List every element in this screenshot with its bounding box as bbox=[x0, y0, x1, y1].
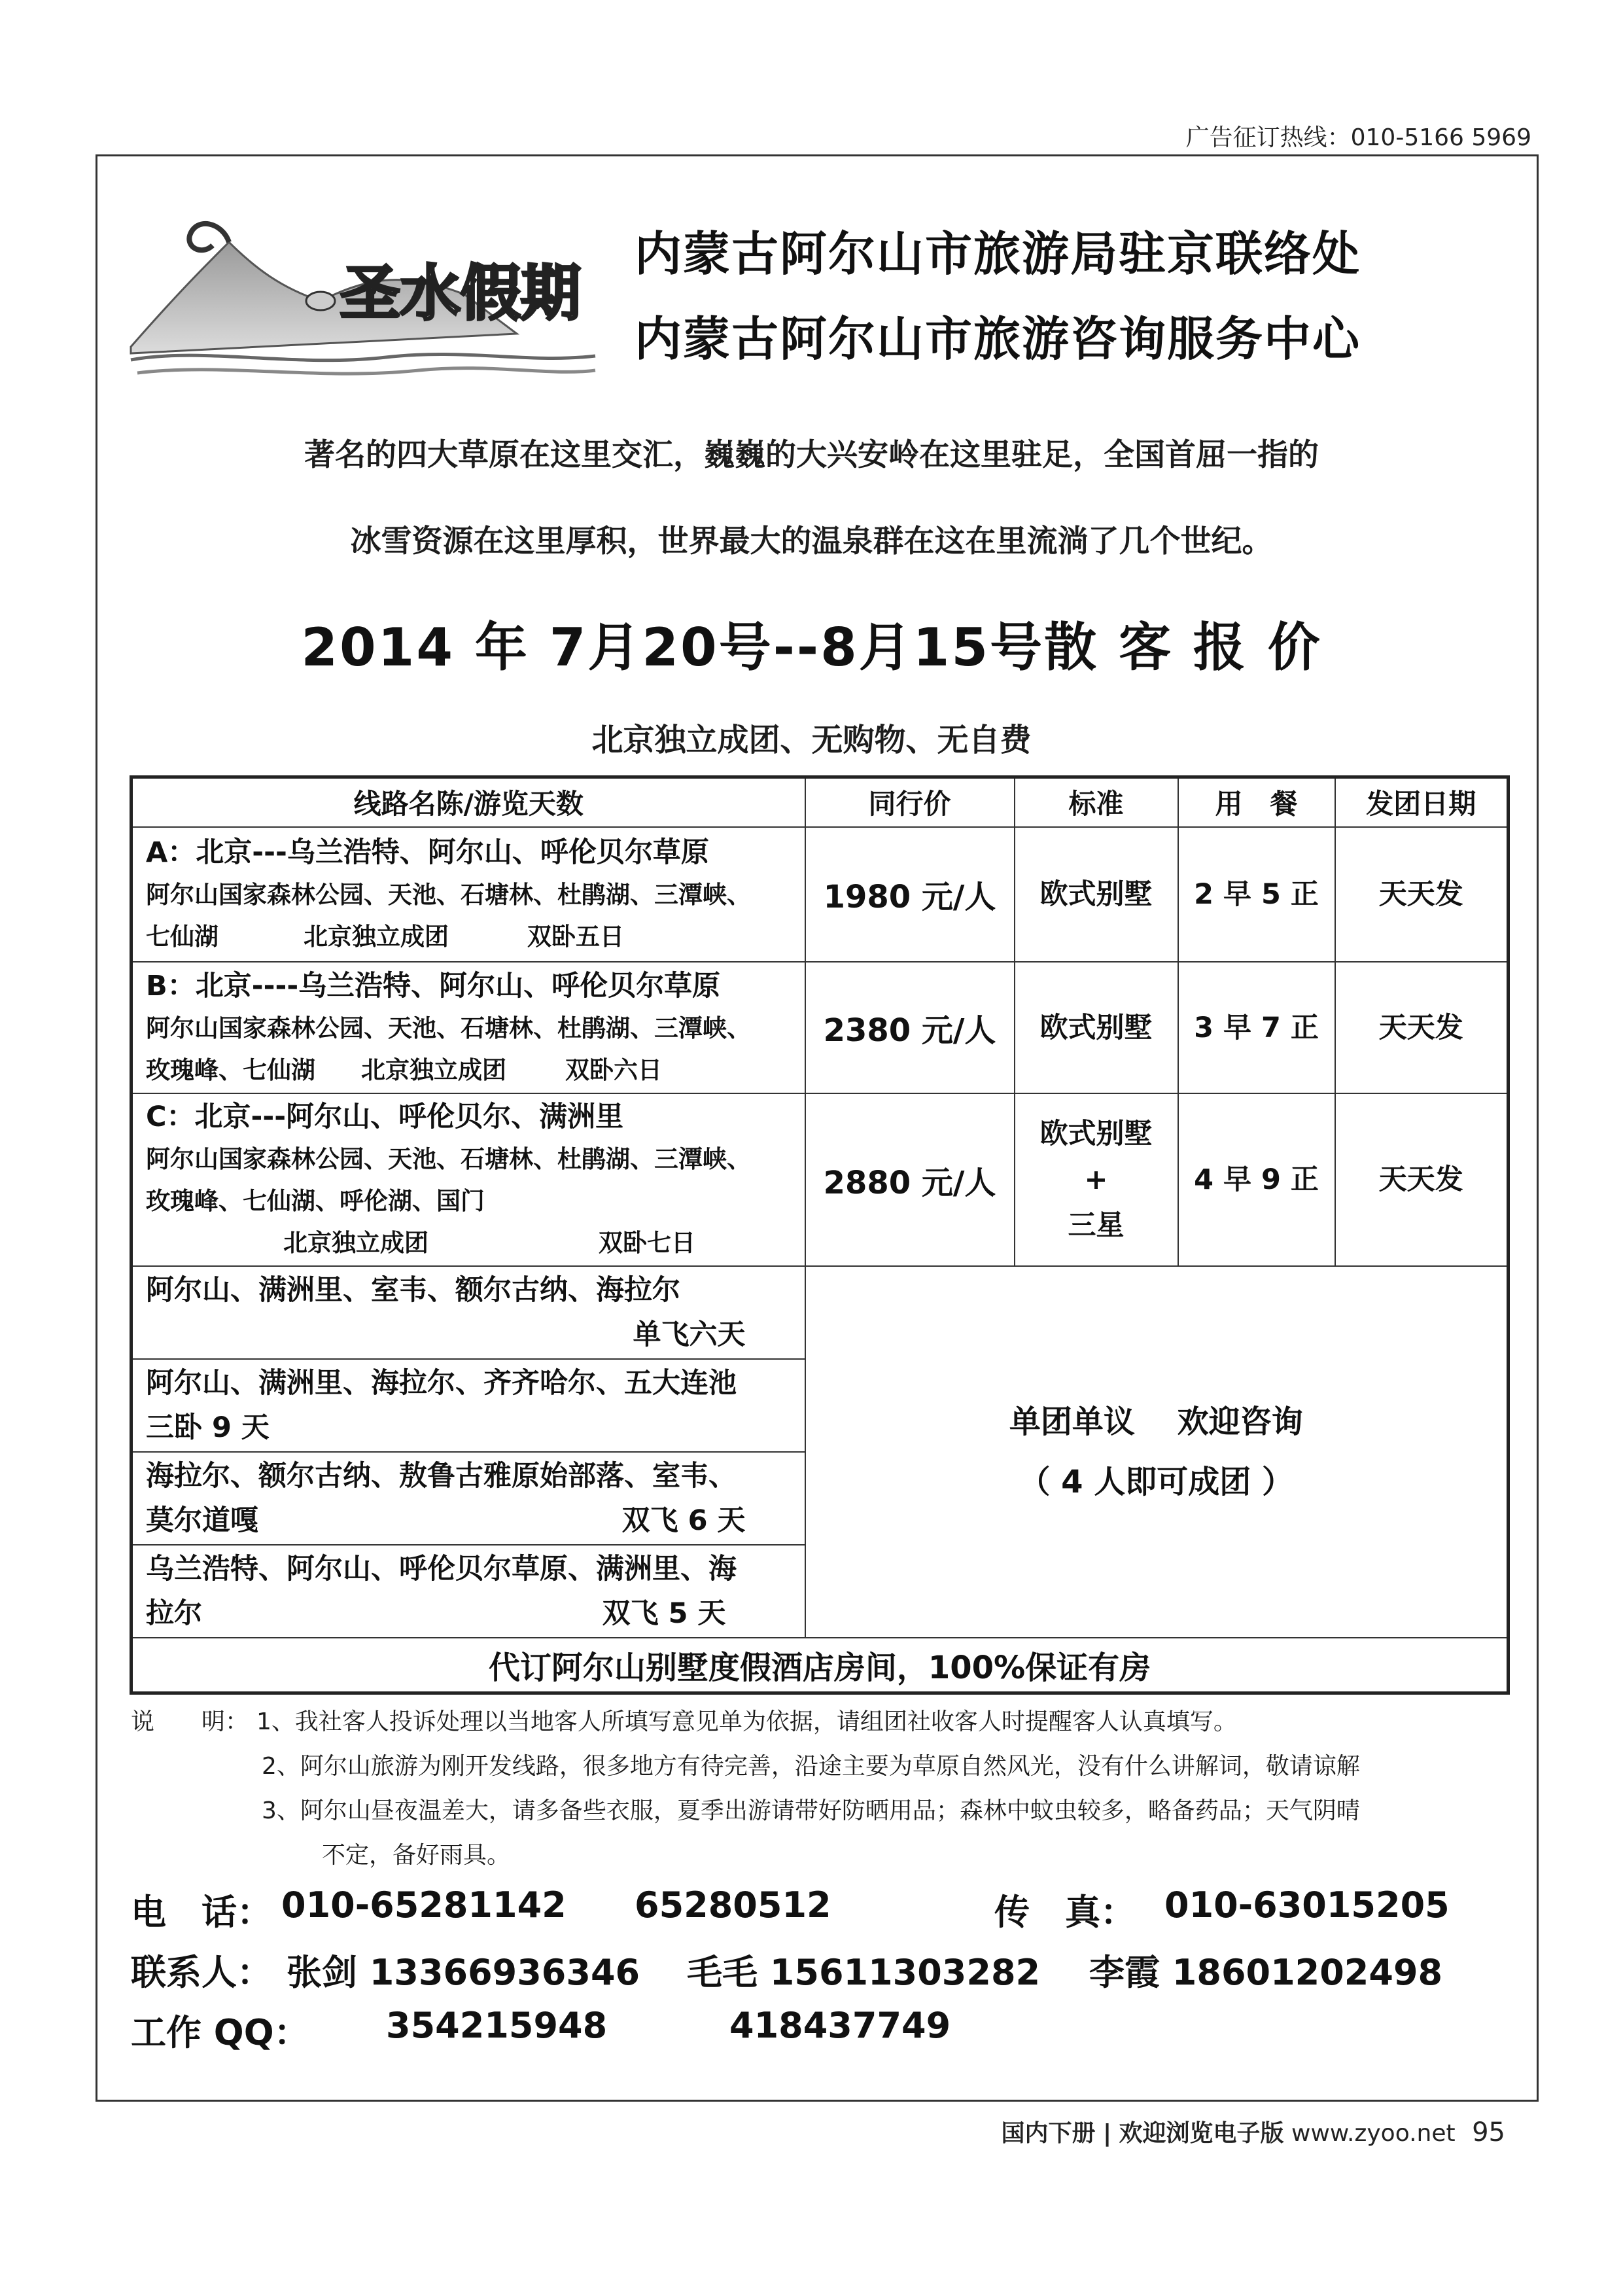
route-c-cell bbox=[131, 1093, 805, 1266]
route-a-title: A：北京---乌兰浩特、阿尔山、呼伦贝尔草原 bbox=[146, 836, 709, 869]
route-c-standard-plus: + bbox=[1084, 1163, 1108, 1197]
note-item-2: 2、阿尔山旅游为刚开发线路，很多地方有待完善，沿途主要为草原自然风光，没有什么讲解词，敬请谅解 bbox=[262, 1753, 1360, 1780]
intro-line-2: 冰雪资源在这里厚积，世界最大的温泉群在这在里流淌了几个世纪。 bbox=[350, 523, 1273, 559]
contact-person-1: 张剑 13366936346 bbox=[287, 1952, 640, 1993]
org-name-line-1: 内蒙古阿尔山市旅游局驻京联络处 bbox=[635, 226, 1361, 281]
route-b-title: B：北京----乌兰浩特、阿尔山、呼伦贝尔草原 bbox=[146, 969, 721, 1002]
route-b-cell bbox=[131, 962, 805, 1093]
consult-line-2: （ 4 人即可成团 ） bbox=[1019, 1464, 1294, 1501]
extra-route-3-line-1: 海拉尔、额尔古纳、敖鲁古雅原始部落、室韦、 bbox=[146, 1460, 737, 1493]
logo-text: 圣水假期 bbox=[340, 258, 582, 328]
note-item-1: 说 明： 1、我社客人投诉处理以当地客人所填写意见单为依据，请组团社收客人时提醒客人认真填写。 bbox=[131, 1700, 1505, 1744]
consult-line-1: 单团单议 欢迎咨询 bbox=[1009, 1404, 1303, 1441]
route-b-meals: 3 早 7 正 bbox=[1178, 962, 1335, 1093]
route-c-sites: 阿尔山国家森林公园、天池、石塘林、杜鹃湖、三潭峡、 bbox=[146, 1145, 751, 1174]
extra-route-1 bbox=[131, 1266, 805, 1359]
table-row bbox=[131, 827, 1509, 962]
route-a-tail: 七仙湖 北京独立成团 双卧五日 bbox=[146, 922, 624, 951]
footer-website: www.zyoo.net bbox=[1291, 2120, 1456, 2147]
qq-label: 工作 QQ： bbox=[131, 2012, 309, 2053]
extra-route-1-line-1: 阿尔山、满洲里、室韦、额尔古纳、海拉尔 bbox=[146, 1274, 680, 1307]
route-c-meals: 4 早 9 正 bbox=[1178, 1093, 1335, 1266]
fax-number: 010-63015205 bbox=[1164, 1884, 1450, 1926]
table-row bbox=[131, 962, 1509, 1093]
extra-route-3 bbox=[131, 1452, 805, 1545]
route-a-sites: 阿尔山国家森林公园、天池、石塘林、杜鹃湖、三潭峡、 bbox=[146, 880, 751, 909]
price-title: 2014 年 7月20号--8月15号散 客 报 价 bbox=[301, 617, 1322, 678]
qq-2: 418437749 bbox=[729, 2005, 951, 2046]
qq-1: 354215948 bbox=[386, 2005, 608, 2046]
ad-hotline: 广告征订热线：010-5166 5969 bbox=[1185, 124, 1531, 151]
hotel-booking-note: 代订阿尔山别墅度假酒店房间，100%保证有房 bbox=[131, 1638, 1509, 1693]
extra-route-4-line-1: 乌兰浩特、阿尔山、呼伦贝尔草原、满洲里、海 bbox=[146, 1553, 737, 1586]
extra-route-2 bbox=[131, 1359, 805, 1452]
route-a-standard: 欧式别墅 bbox=[1015, 827, 1178, 962]
contact-person-2: 毛毛 15611303282 bbox=[687, 1952, 1041, 1993]
table-footer-row bbox=[131, 1638, 1509, 1693]
consult-cell bbox=[805, 1266, 1509, 1638]
route-b-sites: 阿尔山国家森林公园、天池、石塘林、杜鹃湖、三潭峡、 bbox=[146, 1014, 751, 1042]
tel-1: 010-65281142 bbox=[281, 1884, 567, 1926]
extra-route-1-line-2: 单飞六天 bbox=[633, 1318, 746, 1352]
route-a-departure: 天天发 bbox=[1335, 827, 1509, 962]
org-name-line-2: 内蒙古阿尔山市旅游咨询服务中心 bbox=[635, 311, 1361, 366]
route-b-tail: 玫瑰峰、七仙湖 北京独立成团 双卧六日 bbox=[146, 1055, 662, 1084]
notes-label: 说 明： bbox=[131, 1708, 249, 1735]
route-b-departure: 天天发 bbox=[1335, 962, 1509, 1093]
footer-section: 国内下册 bbox=[1001, 2120, 1096, 2147]
extra-route-2-line-1: 阿尔山、满洲里、海拉尔、齐齐哈尔、五大连池 bbox=[146, 1367, 737, 1400]
note-item-3-cont: 不定，备好雨具。 bbox=[322, 1842, 511, 1869]
page-number: 95 bbox=[1472, 2117, 1505, 2147]
header-standard: 标准 bbox=[1015, 777, 1178, 827]
route-b-standard: 欧式别墅 bbox=[1015, 962, 1178, 1093]
extra-route-4 bbox=[131, 1545, 805, 1638]
footer-separator: | bbox=[1102, 2120, 1112, 2147]
tel-2: 65280512 bbox=[635, 1884, 831, 1926]
extra-route-3-line-2: 莫尔道嘎 双飞 6 天 bbox=[146, 1504, 746, 1538]
route-c-tail: 北京独立成团 双卧七日 bbox=[283, 1229, 695, 1258]
price-table bbox=[130, 775, 1510, 1695]
route-c-title: C：北京---阿尔山、呼伦贝尔、满洲里 bbox=[146, 1101, 624, 1134]
person-label: 联系人： bbox=[131, 1952, 272, 1993]
header-route: 线路名陈/游览天数 bbox=[131, 777, 805, 827]
route-a-price: 1980 元/人 bbox=[805, 827, 1015, 962]
route-c-standard bbox=[1015, 1093, 1178, 1266]
extra-route-4-line-2: 拉尔 双飞 5 天 bbox=[146, 1597, 726, 1631]
header-price: 同行价 bbox=[805, 777, 1015, 827]
footer-slogan: 欢迎浏览电子版 bbox=[1119, 2120, 1284, 2147]
table-header-row bbox=[131, 777, 1509, 827]
route-c-price: 2880 元/人 bbox=[805, 1093, 1015, 1266]
route-c-sites-2: 玫瑰峰、七仙湖、呼伦湖、国门 bbox=[146, 1187, 485, 1216]
route-c-standard-2: 三星 bbox=[1068, 1209, 1125, 1243]
page-footer bbox=[1001, 2115, 1505, 2148]
table-row bbox=[131, 1266, 1509, 1359]
route-a-cell bbox=[131, 827, 805, 962]
shengshui-holiday-logo bbox=[124, 196, 602, 386]
intro-line-1: 著名的四大草原在这里交汇，巍巍的大兴安岭在这里驻足，全国首屈一指的 bbox=[304, 437, 1319, 473]
route-b-price: 2380 元/人 bbox=[805, 962, 1015, 1093]
route-c-departure: 天天发 bbox=[1335, 1093, 1509, 1266]
route-c-standard-1: 欧式别墅 bbox=[1039, 1118, 1153, 1151]
table-row bbox=[131, 1093, 1509, 1266]
contact-person-3: 李霞 18601202498 bbox=[1089, 1952, 1443, 1993]
notes bbox=[131, 1700, 1505, 1878]
header-meals: 用 餐 bbox=[1178, 777, 1335, 827]
price-subtitle: 北京独立成团、无购物、无自费 bbox=[591, 722, 1032, 758]
note-item-3: 3、阿尔山昼夜温差大，请多备些衣服，夏季出游请带好防晒用品；森林中蚊虫较多，略备药品；天气阴晴 bbox=[262, 1797, 1360, 1824]
header-departure: 发团日期 bbox=[1335, 777, 1509, 827]
fax-label: 传 真： bbox=[994, 1892, 1136, 1933]
route-a-meals: 2 早 5 正 bbox=[1178, 827, 1335, 962]
tel-label: 电 话： bbox=[131, 1892, 272, 1933]
extra-route-2-line-2: 三卧 9 天 bbox=[146, 1411, 270, 1445]
